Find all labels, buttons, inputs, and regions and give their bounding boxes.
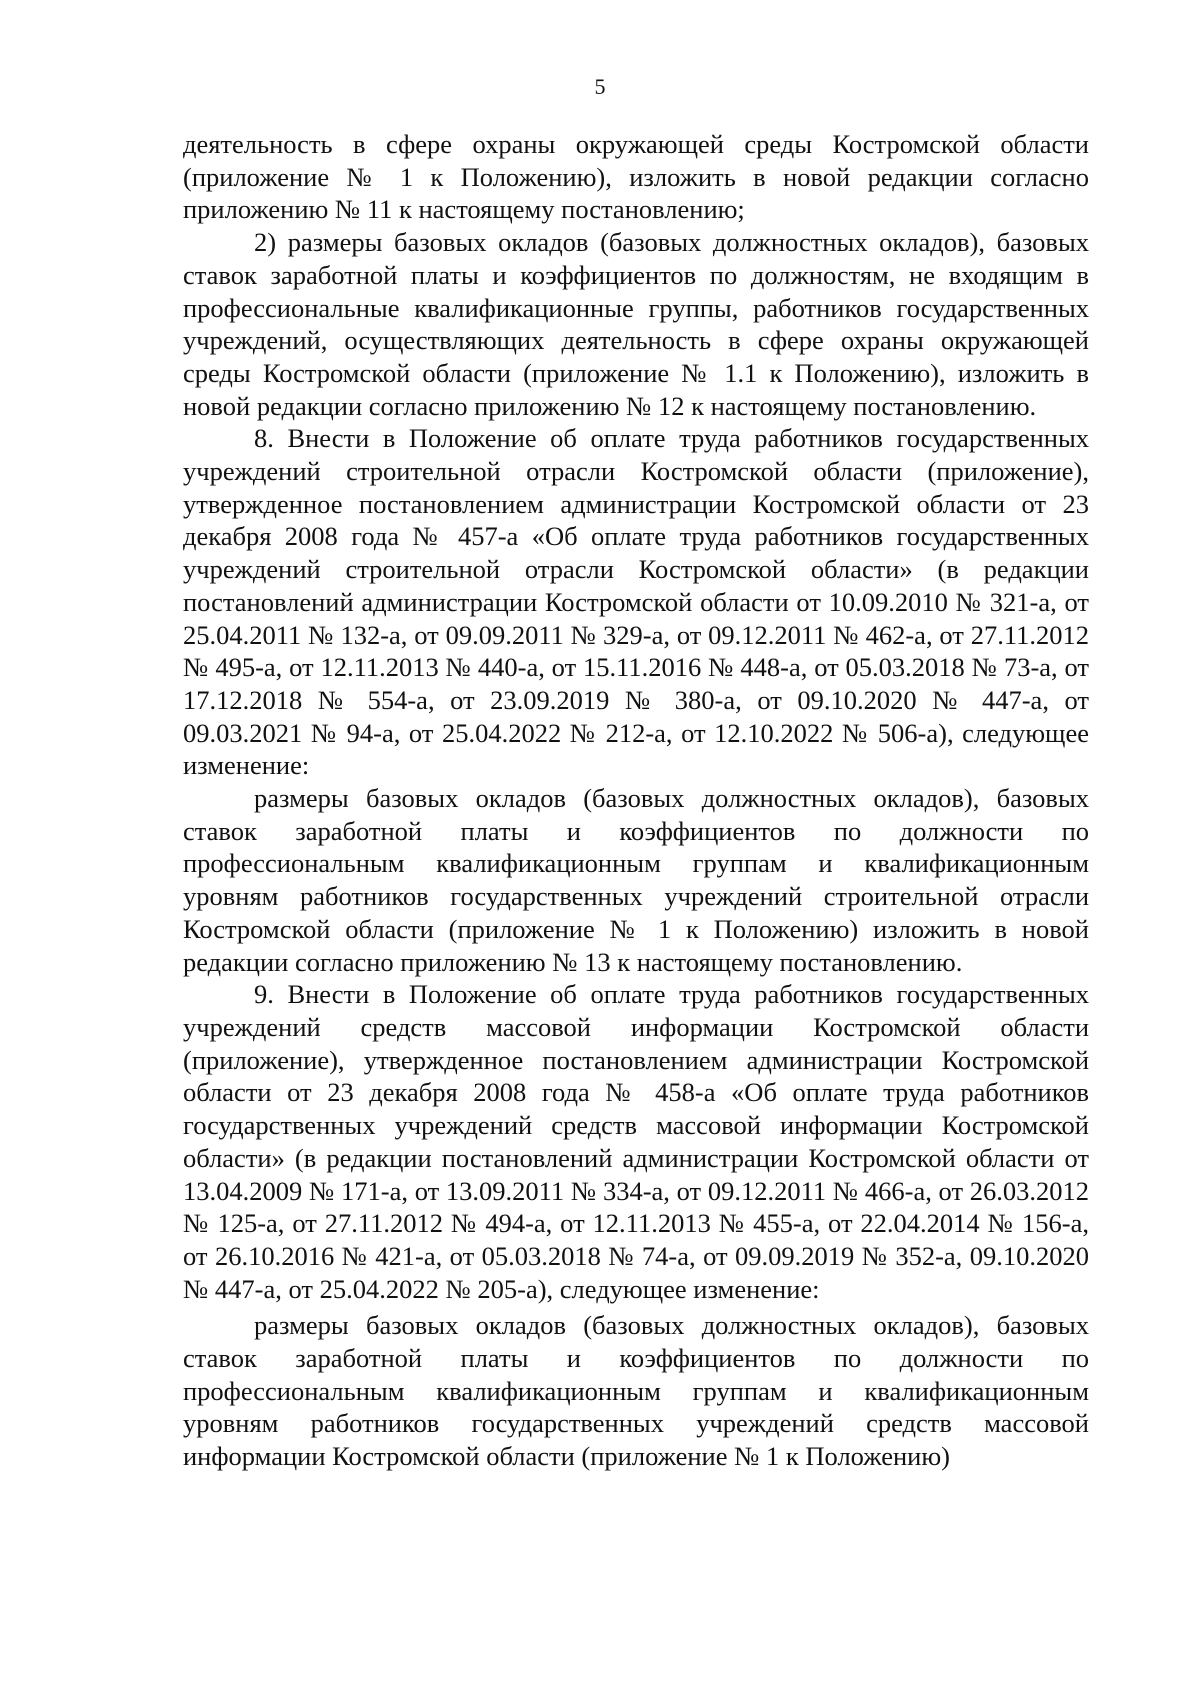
- paragraph-section-8: 8. Внести в Положение об оплате труда работников государственных учреждений строительной отрасли Костромской области (приложение), утвержденное постановлением администрации Костромской области от 23 декабря 2008 года № 457-а «Об оплате труда работников государственных учреждений строительной отрасли Костромской области» (в редакции постановлений администрации Костромской области от 10.09.2010 № 321-а, от 25.04.2011 № 132-а, от 09.09.2011 № 329-а, от 09.12.2011 № 462-а, от 27.11.2012 № 495-а, от 12.11.2013 № 440-а, от 15.11.2016 № 448-а, от 05.03.2018 № 73-а, от 17.12.2018 № 554-а, от 23.09.2019 № 380-а, от 09.10.2020 № 447-а, от 09.03.2021 № 94-а, от 25.04.2022 № 212-а, от 12.10.2022 № 506-а), следующее изменение:: [183, 423, 1089, 781]
- document-body: [183, 128, 1089, 1473]
- paragraph-section-9: 9. Внести в Положение об оплате труда работников государственных учреждений средств массовой информации Костромской области (приложение), утвержденное постановлением администрации Костромской области от 23 декабря 2008 года № 458-а «Об оплате труда работников государственных учреждений средств массовой информации Костромской области» (в редакции постановлений администрации Костромской области от 13.04.2009 № 171-а, от 13.09.2011 № 334-а, от 09.12.2011 № 466-а, от 26.03.2012 № 125-а, от 27.11.2012 № 494-а, от 12.11.2013 № 455-а, от 22.04.2014 № 156-а, от 26.10.2016 № 421-а, от 05.03.2018 № 74-а, от 09.09.2019 № 352-а, 09.10.2020 № 447-а, от 25.04.2022 № 205-а), следующее изменение:: [183, 979, 1089, 1304]
- paragraph-item-2: 2) размеры базовых окладов (базовых должностных окладов), базовых ставок заработной платы и коэффициентов по должностям, не входящим в профессиональные квалификационные группы, работников государственных учреждений, осуществляющих деятельность в сфере охраны окружающей среды Костромской области (приложение № 1.1 к Положению), изложить в новой редакции согласно приложению № 12 к настоящему постановлению.: [183, 227, 1089, 421]
- paragraph-section-8-change: размеры базовых окладов (базовых должностных окладов), базовых ставок заработной платы и коэффициентов по должности по профессиональным квалификационным группам и квалификационным уровням работников государственных учреждений строительной отрасли Костромской области (приложение № 1 к Положению) изложить в новой редакции согласно приложению № 13 к настоящему постановлению.: [183, 783, 1089, 977]
- paragraph-continuation: деятельность в сфере охраны окружающей среды Костромской области (приложение № 1 к Положению), изложить в новой редакции согласно приложению № 11 к настоящему постановлению;: [183, 129, 1089, 225]
- paragraph-section-9-change: размеры базовых окладов (базовых должностных окладов), базовых ставок заработной платы и коэффициентов по должности по профессиональным квалификационным группам и квалификационным уровням работников государственных учреждений средств массовой информации Костромской области (приложение № 1 к Положению): [183, 1310, 1089, 1472]
- page-number: 5: [594, 74, 606, 99]
